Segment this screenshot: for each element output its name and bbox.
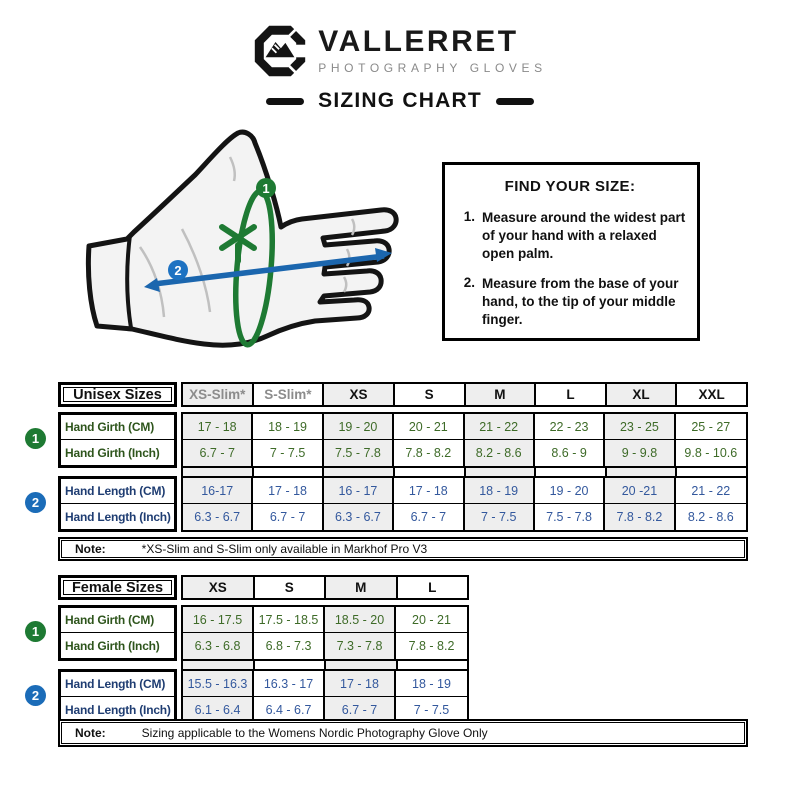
column-header: XXL <box>677 384 746 405</box>
instruction-step-1 <box>453 209 687 262</box>
spacer-cell <box>466 468 537 476</box>
size-value-cell: 7.5 - 7.8 <box>324 440 394 466</box>
step-number: 1. <box>463 209 475 224</box>
size-value-cell: 7.8 - 8.2 <box>605 504 675 530</box>
size-value-cell: 7 - 7.5 <box>396 697 467 723</box>
row-label: Hand Girth (Inch) <box>61 633 174 658</box>
spacer-cell <box>395 468 466 476</box>
row-label: Hand Girth (Inch) <box>61 440 174 465</box>
row-label: Hand Length (Inch) <box>61 504 174 529</box>
title-dash-left <box>266 98 304 105</box>
size-value-cell: 6.7 - 7 <box>325 697 396 723</box>
female-table-grid <box>58 575 469 725</box>
section-spacer <box>181 661 469 669</box>
size-value-cell: 6.3 - 6.7 <box>183 504 253 530</box>
column-header: L <box>398 577 468 598</box>
length-values <box>181 669 469 725</box>
size-value-cell: 19 - 20 <box>535 478 605 504</box>
length-row-marker-badge: 2 <box>25 492 46 513</box>
size-value-cell: 17.5 - 18.5 <box>254 607 325 633</box>
size-value-cell: 6.4 - 6.7 <box>254 697 325 723</box>
size-value-cell: 7 - 7.5 <box>253 440 323 466</box>
step-number: 2. <box>463 275 475 291</box>
note-text: Sizing applicable to the Womens Nordic Photography Glove Only <box>141 726 488 740</box>
find-your-size-panel <box>442 162 700 341</box>
brand-header <box>0 24 800 113</box>
column-header: S-Slim* <box>254 384 325 405</box>
girth-row-labels <box>58 605 177 661</box>
size-value-cell: 7 - 7.5 <box>465 504 535 530</box>
female-note <box>58 719 748 747</box>
row-label: Hand Length (CM) <box>61 479 174 504</box>
column-header: XS <box>324 384 395 405</box>
size-value-cell: 6.7 - 7 <box>253 504 323 530</box>
size-value-cell: 17 - 18 <box>183 414 253 440</box>
size-value-cell: 19 - 20 <box>324 414 394 440</box>
size-value-cell: 7.8 - 8.2 <box>394 440 464 466</box>
logo-row <box>253 24 546 78</box>
svg-text:2: 2 <box>174 263 182 278</box>
girth-values <box>181 605 469 661</box>
size-value-cell: 6.7 - 7 <box>183 440 253 466</box>
hand-measurement-diagram <box>62 127 419 369</box>
size-value-cell: 6.8 - 7.3 <box>254 633 325 659</box>
size-value-cell: 15.5 - 16.3 <box>183 671 254 697</box>
size-value-cell: 8.2 - 8.6 <box>465 440 535 466</box>
unisex-note <box>58 537 748 561</box>
column-header: M <box>326 577 398 598</box>
size-value-cell: 20 -21 <box>605 478 675 504</box>
size-value-cell: 18.5 - 20 <box>325 607 396 633</box>
page-title-row <box>252 89 548 113</box>
size-value-cell: 6.7 - 7 <box>394 504 464 530</box>
vallerret-logo-icon <box>253 24 307 78</box>
size-value-cell: 6.3 - 6.7 <box>324 504 394 530</box>
marker-2-badge <box>168 260 188 280</box>
size-value-cell: 8.6 - 9 <box>535 440 605 466</box>
size-value-cell: 16.3 - 17 <box>254 671 325 697</box>
size-value-cell: 20 - 21 <box>394 414 464 440</box>
size-value-cell: 7.8 - 8.2 <box>396 633 467 659</box>
size-value-cell: 17 - 18 <box>253 478 323 504</box>
girth-row-marker-badge: 1 <box>25 428 46 449</box>
column-header: XL <box>607 384 678 405</box>
size-value-cell: 16-17 <box>183 478 253 504</box>
spacer-cell <box>536 468 607 476</box>
unisex-sizes-table <box>31 382 748 532</box>
table-title: Female Sizes <box>58 575 177 600</box>
size-value-cell: 18 - 19 <box>396 671 467 697</box>
marker-1-badge <box>256 178 276 198</box>
step-text: Measure around the widest part of your hand with a relaxed open palm. <box>482 210 686 261</box>
size-column-headers <box>181 382 748 407</box>
brand-name: VALLERRET <box>318 25 519 58</box>
row-label: Hand Girth (CM) <box>61 608 174 633</box>
size-column-headers <box>181 575 469 600</box>
size-value-cell: 16 - 17.5 <box>183 607 254 633</box>
length-row-labels <box>58 669 177 725</box>
unisex-table-grid <box>58 382 748 532</box>
length-values <box>181 476 748 532</box>
spacer-cell <box>183 468 254 476</box>
table-title: Unisex Sizes <box>58 382 177 407</box>
page-title: SIZING CHART <box>318 89 482 112</box>
spacer-cell <box>254 468 325 476</box>
row-label: Hand Length (Inch) <box>61 697 174 722</box>
size-value-cell: 16 - 17 <box>324 478 394 504</box>
size-value-cell: 21 - 22 <box>676 478 746 504</box>
spacer-cell <box>324 468 395 476</box>
girth-row-marker-badge: 1 <box>25 621 46 642</box>
female-sizes-table <box>31 575 469 725</box>
size-value-cell: 25 - 27 <box>676 414 746 440</box>
column-header: XS <box>183 577 255 598</box>
size-value-cell: 9 - 9.8 <box>605 440 675 466</box>
column-header: S <box>395 384 466 405</box>
svg-text:1: 1 <box>262 181 270 196</box>
length-row-labels <box>58 476 177 532</box>
mountain-glyph <box>266 42 295 57</box>
size-value-cell: 17 - 18 <box>325 671 396 697</box>
size-value-cell: 7.5 - 7.8 <box>535 504 605 530</box>
spacer-cell <box>607 468 678 476</box>
spacer-cell <box>183 661 255 669</box>
section-spacer <box>181 468 748 476</box>
step-text: Measure from the base of your hand, to the tip of your middle finger. <box>482 276 679 328</box>
find-your-size-title: FIND YOUR SIZE: <box>504 178 636 195</box>
size-value-cell: 6.3 - 6.8 <box>183 633 254 659</box>
note-label: Note: <box>75 726 106 740</box>
spacer-cell <box>255 661 327 669</box>
spacer-cell <box>677 468 746 476</box>
column-header: S <box>255 577 327 598</box>
size-value-cell: 7.3 - 7.8 <box>325 633 396 659</box>
size-value-cell: 17 - 18 <box>394 478 464 504</box>
size-value-cell: 8.2 - 8.6 <box>676 504 746 530</box>
instruction-step-2 <box>453 275 687 328</box>
note-text: *XS-Slim and S-Slim only available in Markhof Pro V3 <box>141 542 428 556</box>
size-value-cell: 9.8 - 10.6 <box>676 440 746 466</box>
size-value-cell: 18 - 19 <box>253 414 323 440</box>
girth-row-labels <box>58 412 177 468</box>
row-label: Hand Girth (CM) <box>61 415 174 440</box>
logo-text <box>318 27 546 75</box>
size-value-cell: 18 - 19 <box>465 478 535 504</box>
size-value-cell: 22 - 23 <box>535 414 605 440</box>
brand-tagline: PHOTOGRAPHY GLOVES <box>318 61 547 75</box>
spacer-cell <box>398 661 468 669</box>
size-value-cell: 23 - 25 <box>605 414 675 440</box>
size-value-cell: 6.1 - 6.4 <box>183 697 254 723</box>
note-label: Note: <box>75 542 106 556</box>
column-header: XS-Slim* <box>183 384 254 405</box>
column-header: M <box>466 384 537 405</box>
spacer-cell <box>326 661 398 669</box>
size-value-cell: 21 - 22 <box>465 414 535 440</box>
size-value-cell: 20 - 21 <box>396 607 467 633</box>
column-header: L <box>536 384 607 405</box>
title-dash-right <box>496 98 534 105</box>
length-row-marker-badge: 2 <box>25 685 46 706</box>
row-label: Hand Length (CM) <box>61 672 174 697</box>
girth-values <box>181 412 748 468</box>
